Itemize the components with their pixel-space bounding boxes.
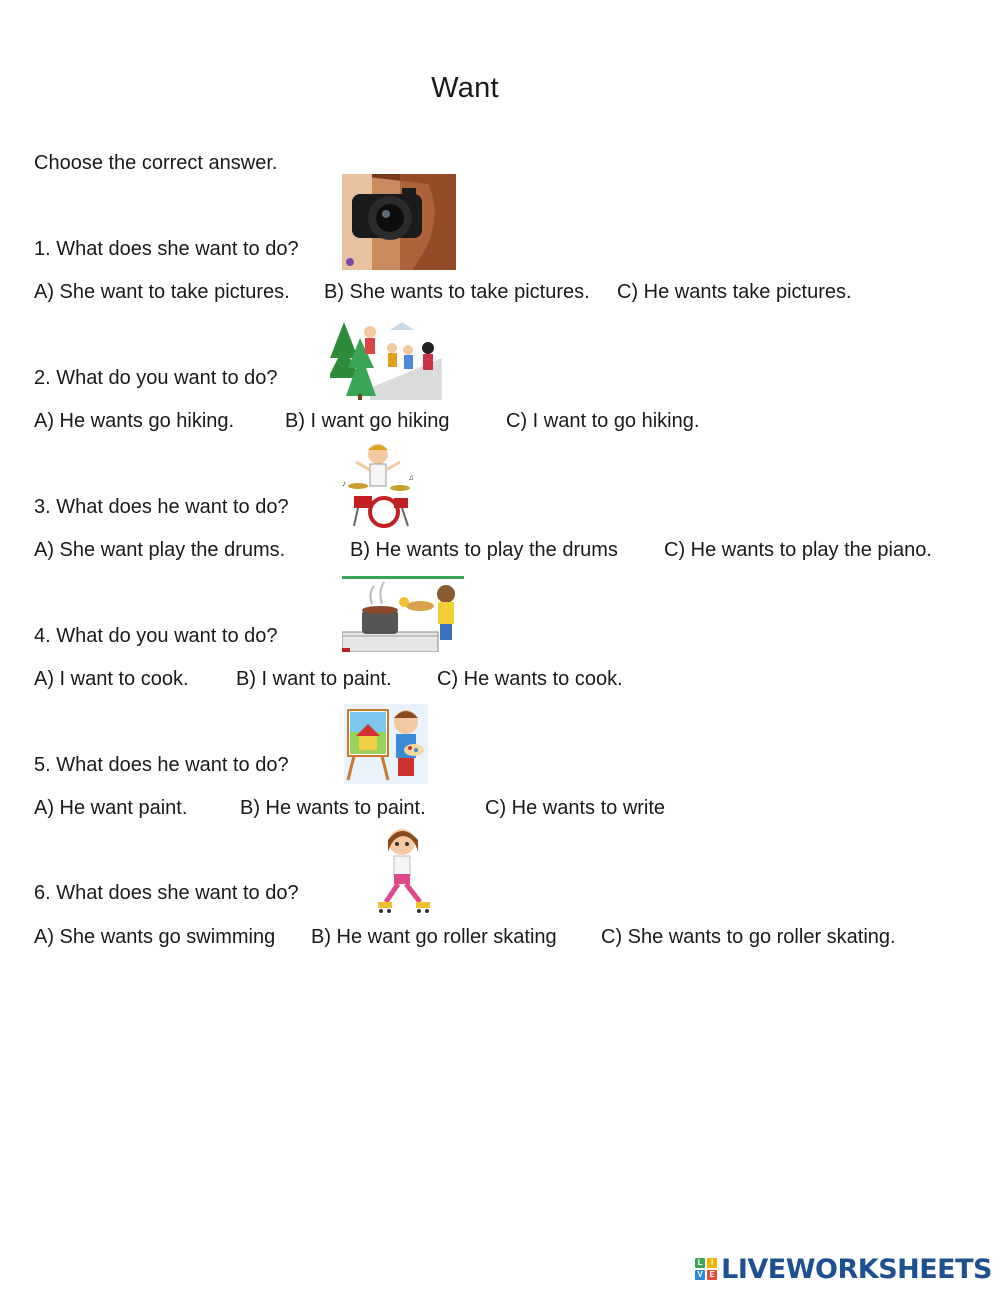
cooking-illustration-image bbox=[342, 576, 464, 652]
question-2-prompt: 2. What do you want to do? bbox=[34, 367, 278, 389]
question-1-prompt: 1. What does she want to do? bbox=[34, 238, 299, 260]
question-2-option-a[interactable]: A) He wants go hiking. bbox=[34, 410, 235, 432]
svg-text:♫: ♫ bbox=[408, 473, 414, 482]
question-4-option-c[interactable]: C) He wants to cook. bbox=[437, 668, 623, 690]
logo-square-i: I bbox=[707, 1258, 717, 1268]
question-3-option-c[interactable]: C) He wants to play the piano. bbox=[664, 539, 932, 561]
painting-illustration-image bbox=[344, 704, 428, 784]
brand-name: LIVEWORKSHEETS bbox=[721, 1253, 992, 1285]
camera-photo-image bbox=[342, 174, 456, 270]
question-3-option-b[interactable]: B) He wants to play the drums bbox=[350, 539, 618, 561]
liveworksheets-brand bbox=[695, 1252, 992, 1286]
question-1-option-a[interactable]: A) She want to take pictures. bbox=[34, 281, 290, 303]
instructions-text: Choose the correct answer. bbox=[34, 152, 278, 174]
question-2-option-c[interactable]: C) I want to go hiking. bbox=[506, 410, 700, 432]
logo-square-l: L bbox=[695, 1258, 705, 1268]
worksheet-title: Want bbox=[431, 72, 499, 104]
roller-skating-illustration-image bbox=[372, 826, 436, 914]
question-4-prompt: 4. What do you want to do? bbox=[34, 625, 278, 647]
question-5-option-b[interactable]: B) He wants to paint. bbox=[240, 797, 426, 819]
drummer-illustration-image bbox=[338, 440, 418, 530]
question-5-prompt: 5. What does he want to do? bbox=[34, 754, 289, 776]
question-4-option-a[interactable]: A) I want to cook. bbox=[34, 668, 189, 690]
question-6-option-b[interactable]: B) He want go roller skating bbox=[311, 926, 557, 948]
question-1-option-c[interactable]: C) He wants take pictures. bbox=[617, 281, 852, 303]
question-2-option-b[interactable]: B) I want go hiking bbox=[285, 410, 450, 432]
question-6-option-c[interactable]: C) She wants to go roller skating. bbox=[601, 926, 896, 948]
logo-square-v: V bbox=[695, 1270, 705, 1280]
question-6-option-a[interactable]: A) She wants go swimming bbox=[34, 926, 276, 948]
question-1-option-b[interactable]: B) She wants to take pictures. bbox=[324, 281, 590, 303]
question-5-option-a[interactable]: A) He want paint. bbox=[34, 797, 188, 819]
question-5-option-c[interactable]: C) He wants to write bbox=[485, 797, 666, 819]
hiking-illustration-image bbox=[330, 318, 442, 400]
question-3-prompt: 3. What does he want to do? bbox=[34, 496, 289, 518]
question-6-prompt: 6. What does she want to do? bbox=[34, 882, 299, 904]
question-4-option-b[interactable]: B) I want to paint. bbox=[236, 668, 392, 690]
question-3-option-a[interactable]: A) She want play the drums. bbox=[34, 539, 286, 561]
logo-square-e: E bbox=[707, 1270, 717, 1280]
liveworksheets-logo-icon bbox=[695, 1258, 717, 1280]
svg-text:♪: ♪ bbox=[342, 479, 346, 488]
